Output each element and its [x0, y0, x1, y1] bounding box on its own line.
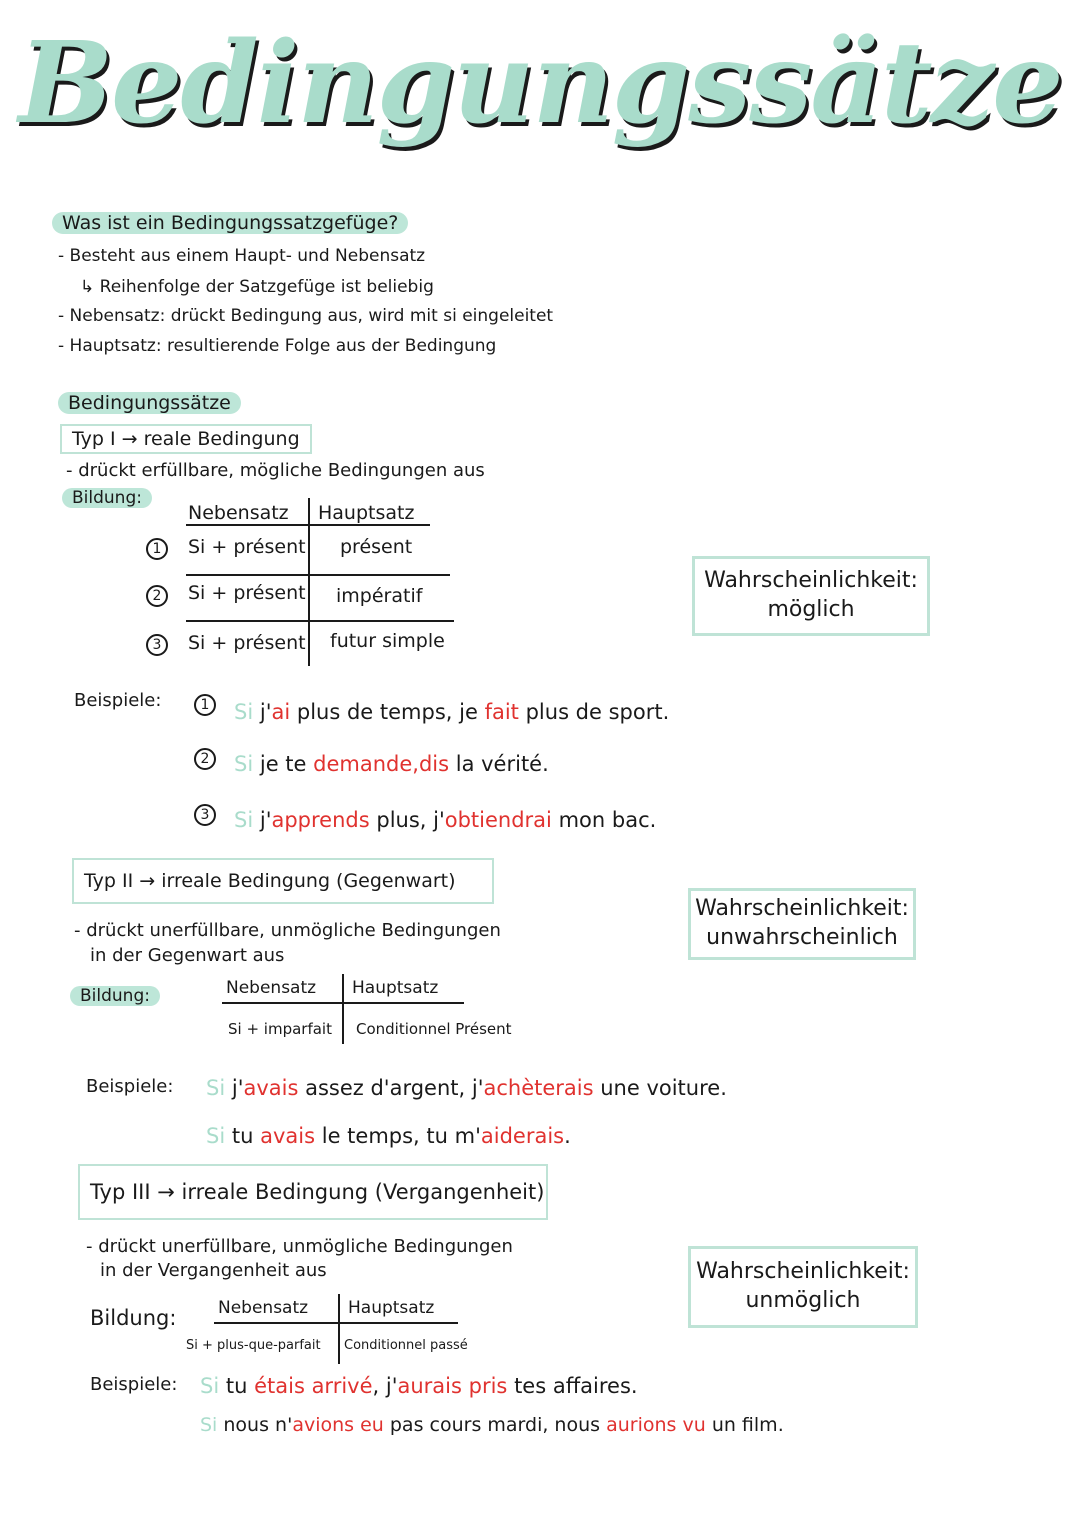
table-cell: Conditionnel passé — [344, 1338, 468, 1353]
table-line — [308, 498, 310, 666]
number-badge: 3 — [194, 804, 216, 826]
si-word: Si — [200, 1374, 220, 1398]
probability-label: Wahrscheinlichkeit: — [704, 568, 918, 594]
typ3-col-neben: Nebensatz — [218, 1298, 309, 1318]
table-line — [342, 974, 344, 1044]
typ2-col-haupt: Hauptsatz — [352, 978, 439, 998]
typ2-description: in der Gegenwart aus — [90, 945, 285, 966]
example-sentence: Si tu avais le temps, tu m'aiderais. — [206, 1124, 571, 1148]
example-sentence: Si j'avais assez d'argent, j'achèterais une voiture. — [206, 1076, 727, 1100]
example-sentence: Si nous n'avions eu pas cours mardi, nous aurions vu un film. — [200, 1414, 784, 1436]
number-badge: 2 — [146, 585, 168, 607]
table-cell: impératif — [336, 585, 423, 607]
intro-line: - Hauptsatz: resultierende Folge aus der Bedingung — [58, 336, 497, 356]
table-cell: Si + plus-que-parfait — [186, 1338, 321, 1353]
example-sentence: Si j'apprends plus, j'obtiendrai mon bac. — [234, 808, 657, 832]
number-badge: 1 — [194, 694, 216, 716]
table-cell: Si + présent — [188, 582, 306, 604]
probability-value: unwahrscheinlich — [706, 925, 898, 950]
section-heading: Bedingungssätze — [58, 392, 241, 414]
page-title: Bedingungssätze — [18, 18, 1062, 149]
typ3-bildung-label: Bildung: — [90, 1306, 177, 1330]
typ2-beispiele-label: Beispiele: — [86, 1076, 174, 1097]
table-cell: Si + imparfait — [228, 1020, 332, 1038]
typ1-bildung-label: Bildung: — [62, 488, 152, 508]
number-badge: 3 — [146, 634, 168, 656]
table-cell: Conditionnel Présent — [356, 1020, 512, 1038]
si-word: Si — [206, 1124, 226, 1148]
typ1-col-haupt: Hauptsatz — [318, 502, 415, 524]
table-line — [186, 574, 450, 576]
table-cell: présent — [340, 536, 413, 558]
typ1-beispiele-label: Beispiele: — [74, 690, 162, 711]
intro-line: ↳ Reihenfolge der Satzgefüge ist beliebig — [80, 277, 434, 297]
typ3-probability-box — [688, 1246, 918, 1328]
table-line — [186, 620, 454, 622]
typ3-title: Typ III → irreale Bedingung (Vergangenheit) — [78, 1164, 548, 1220]
probability-label: Wahrscheinlichkeit: — [695, 896, 909, 922]
probability-value: unmöglich — [745, 1288, 861, 1313]
example-sentence: Si tu étais arrivé, j'aurais pris tes affaires. — [200, 1374, 638, 1398]
si-word: Si — [200, 1414, 218, 1436]
probability-value: möglich — [767, 597, 855, 622]
typ2-description: - drückt unerfüllbare, unmögliche Bedingungen — [74, 920, 501, 941]
typ1-description: - drückt erfüllbare, mögliche Bedingungen aus — [66, 460, 485, 481]
probability-label: Wahrscheinlichkeit: — [696, 1259, 910, 1285]
table-cell: futur simple — [330, 630, 445, 652]
table-line — [214, 1322, 458, 1324]
table-cell: Si + présent — [188, 632, 306, 654]
intro-line: - Besteht aus einem Haupt- und Nebensatz — [58, 246, 426, 266]
typ1-title: Typ I → reale Bedingung — [60, 424, 312, 454]
typ3-description: - drückt unerfüllbare, unmögliche Bedingungen — [86, 1236, 513, 1257]
number-badge: 1 — [146, 538, 168, 560]
typ3-beispiele-label: Beispiele: — [90, 1374, 178, 1395]
typ3-col-haupt: Hauptsatz — [348, 1298, 435, 1318]
si-word: Si — [234, 752, 254, 776]
typ1-probability-box — [692, 556, 930, 636]
typ1-col-neben: Nebensatz — [188, 502, 289, 524]
typ3-description: in der Vergangenheit aus — [100, 1260, 327, 1281]
table-cell: Si + présent — [188, 536, 306, 558]
typ2-probability-box — [688, 888, 916, 960]
si-word: Si — [234, 700, 254, 724]
intro-line: - Nebensatz: drückt Bedingung aus, wird mit si eingeleitet — [58, 306, 554, 326]
si-word: Si — [234, 808, 254, 832]
typ2-bildung-label: Bildung: — [70, 986, 160, 1006]
typ2-title: Typ II → irreale Bedingung (Gegenwart) — [72, 858, 494, 904]
example-sentence: Si j'ai plus de temps, je fait plus de sport. — [234, 700, 670, 724]
intro-heading: Was ist ein Bedingungssatzgefüge? — [52, 212, 408, 234]
number-badge: 2 — [194, 748, 216, 770]
si-word: Si — [206, 1076, 226, 1100]
example-sentence: Si je te demande,dis la vérité. — [234, 752, 549, 776]
table-line — [338, 1294, 340, 1364]
typ2-col-neben: Nebensatz — [226, 978, 317, 998]
